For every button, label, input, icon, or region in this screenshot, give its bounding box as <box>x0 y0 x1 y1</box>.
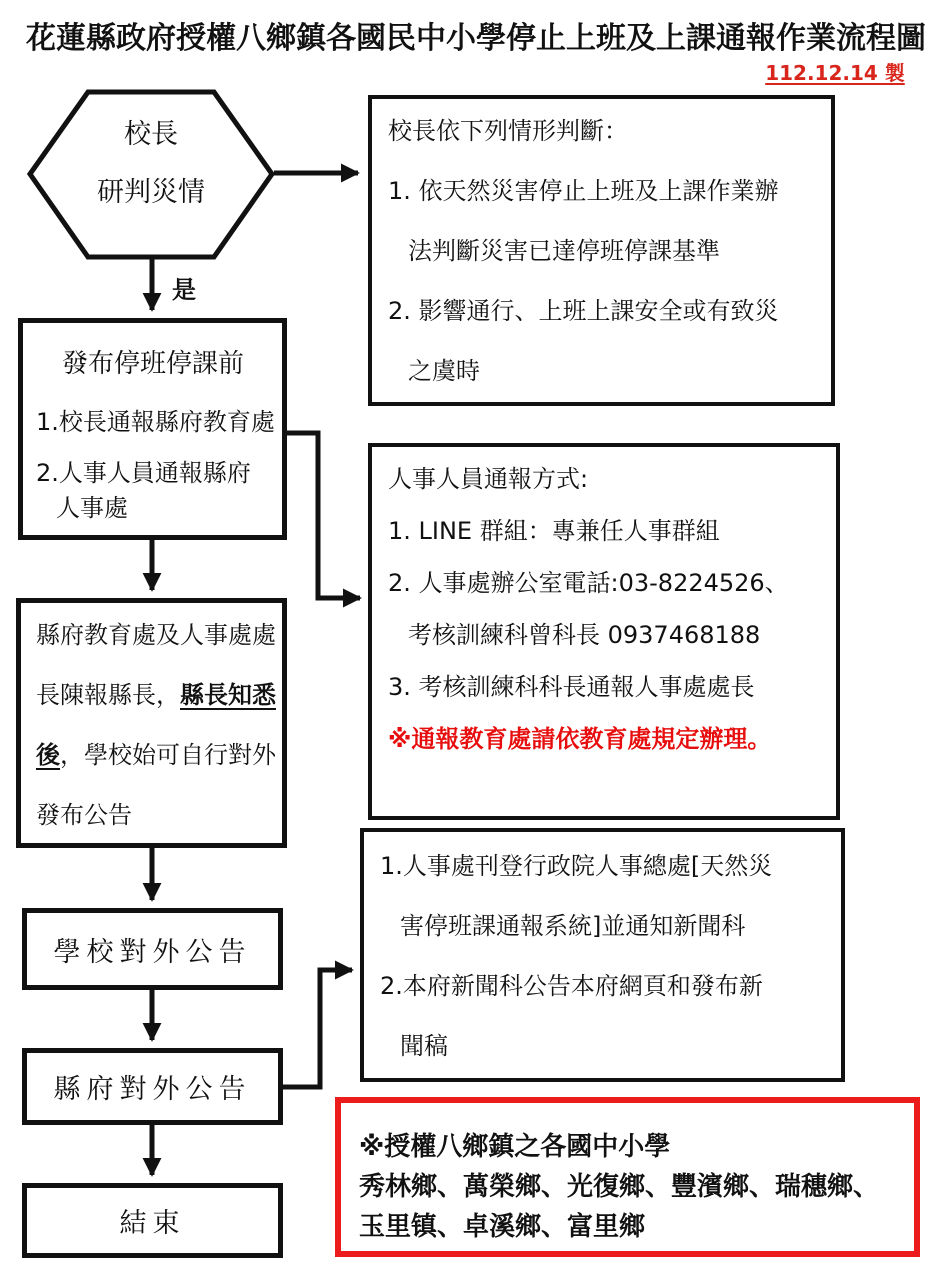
box-hr-notify-methods <box>368 443 840 820</box>
publish-item1-line1: 1.人事處刊登行政院人事總處[天然災 <box>380 852 773 880</box>
date-note: 112.12.14 製 <box>765 61 905 85</box>
townships-title: ※授權八鄉鎮之各國中小學 <box>359 1132 671 1162</box>
judge-item1-line1: 1. 依天然災害停止上班及上課作業辦 <box>388 177 779 205</box>
judge-header: 校長依下列情形判斷： <box>388 117 628 145</box>
publish-item2-line1: 2.本府新聞科公告本府網頁和發布新 <box>380 972 763 1000</box>
report-line2-normal: 長陳報縣長， <box>36 681 180 709</box>
townships-line1: 秀林鄉、萬榮鄉、光復鄉、豐濱鄉、瑞穗鄉、 <box>359 1172 880 1202</box>
page-title: 花蓮縣政府授權八鄉鎮各國民中小學停止上班及上課通報作業流程圖 <box>26 21 926 56</box>
hr-item2-line1: 2. 人事處辦公室電話:03-8224526、 <box>388 569 789 597</box>
arrow-before-box-to-hr-box <box>287 433 360 598</box>
hr-item-3: 3. 考核訓練科科長通報人事處處長 <box>388 673 755 701</box>
judge-item2-line1: 2. 影響通行、上班上課安全或有致災 <box>388 297 779 325</box>
before-box-item2-line1: 2.人事人員通報縣府 <box>36 459 251 487</box>
before-box-item2 <box>36 453 282 523</box>
hexagon-principal-assess <box>30 120 272 208</box>
box-report-magistrate <box>16 598 287 848</box>
judge-item-1 <box>388 161 821 281</box>
publish-item2-line2: 聞稿 <box>400 1032 448 1060</box>
end-label: 結束 <box>119 1208 186 1239</box>
report-line3-normal: ，學校始可自行對外 <box>60 741 276 769</box>
box-publish-system <box>360 828 845 1082</box>
hexagon-line2: 研判災情 <box>97 177 205 208</box>
publish-item-2 <box>380 956 831 1076</box>
report-line4: 發布公告 <box>36 801 132 829</box>
before-box-item1: 1.校長通報縣府教育處 <box>36 408 275 436</box>
report-line2 <box>36 665 282 725</box>
hexagon-line1: 校長 <box>124 119 178 150</box>
hr-item-2 <box>388 557 826 661</box>
hr-header: 人事人員通報方式: <box>388 465 589 493</box>
judge-item1-line2: 法判斷災害已達停班停課基準 <box>408 237 720 265</box>
hr-item-1: 1. LINE 群組：專兼任人事群組 <box>388 517 720 545</box>
box-county-announce <box>22 1048 283 1125</box>
report-line1: 縣府教育處及人事處處 <box>36 621 276 649</box>
box-authorized-townships <box>335 1097 920 1257</box>
before-box-item2-line2: 人事處 <box>56 494 128 522</box>
report-line3-emphasis: 後 <box>36 741 60 769</box>
judge-item2-line2: 之虞時 <box>408 357 480 385</box>
box-school-announce <box>22 908 283 990</box>
arrow-county-box-to-publish-box <box>283 970 352 1087</box>
report-line3 <box>36 725 282 785</box>
publish-item-1 <box>380 836 831 956</box>
county-announce-label: 縣府對外公告 <box>53 1074 252 1105</box>
townships-line2: 玉里镇、卓溪鄉、富里鄉 <box>359 1212 646 1242</box>
report-line2-emphasis: 縣長知悉 <box>180 681 276 709</box>
yes-label: 是 <box>172 276 196 304</box>
publish-item1-line2: 害停班課通報系統]並通知新聞科 <box>400 912 746 940</box>
judge-item-2 <box>388 281 821 401</box>
box-end <box>22 1183 283 1258</box>
school-announce-label: 學校對外公告 <box>53 936 252 968</box>
before-box-title: 發布停班停課前 <box>61 349 244 379</box>
box-judge-criteria <box>368 95 835 406</box>
hr-item2-line2: 考核訓練科曾科長 0937468188 <box>408 621 761 649</box>
hr-red-note: ※通報教育處請依教育處規定辦理。 <box>388 725 772 753</box>
box-before-announcement <box>18 318 287 540</box>
